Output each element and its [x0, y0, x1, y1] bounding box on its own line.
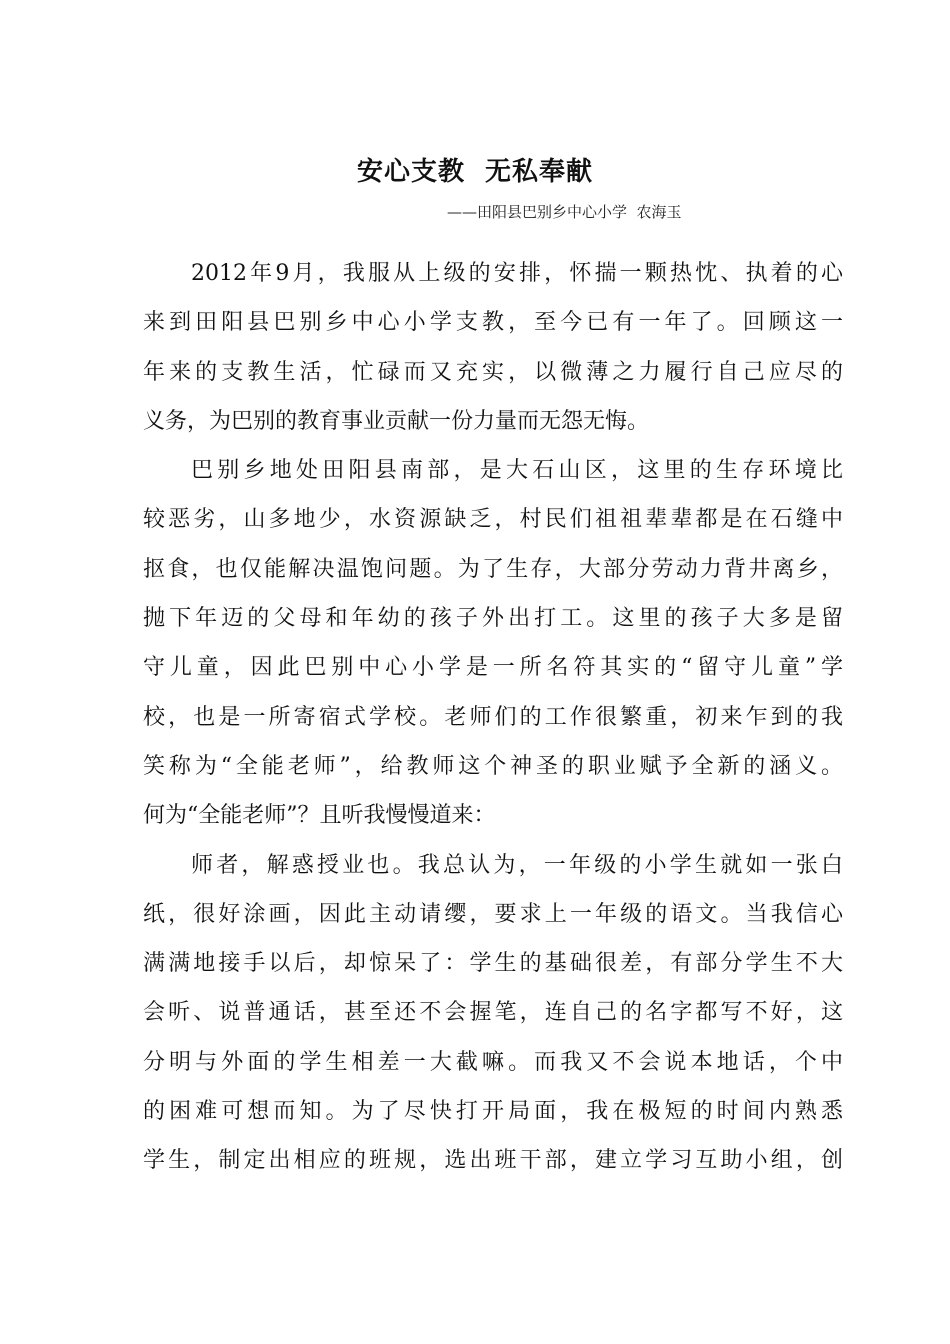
body-line: 师者，解惑授业也。我总认为，一年级的小学生就如一张白 [191, 852, 843, 878]
document-body [143, 249, 843, 1186]
body-line: 2012年9月，我服从上级的安排，怀揣一颗热忱、执着的心 [191, 261, 843, 286]
body-line: 年来的支教生活，忙碌而又充实，以微薄之力履行自己应尽的 [143, 359, 843, 385]
body-line: 的困难可想而知。为了尽快打开局面，我在极短的时间内熟悉 [143, 1099, 843, 1125]
body-line: 校，也是一所寄宿式学校。老师们的工作很繁重，初来乍到的我 [143, 704, 843, 730]
body-line: 会听、说普通话，甚至还不会握笔，连自己的名字都写不好，这 [143, 1000, 843, 1026]
body-line: 笑称为“全能老师”，给教师这个神圣的职业赋予全新的涵义。 [143, 753, 843, 779]
body-line: 分明与外面的学生相差一大截嘛。而我又不会说本地话，个中 [143, 1049, 843, 1075]
body-line: 抛下年迈的父母和年幼的孩子外出打工。这里的孩子大多是留 [143, 606, 843, 632]
body-line: 抠食，也仅能解决温饱问题。为了生存，大部分劳动力背井离乡， [143, 556, 843, 582]
body-line: 满满地接手以后，却惊呆了：学生的基础很差，有部分学生不大 [143, 951, 843, 977]
document-title: 安心支教 无私奉献 [356, 157, 594, 187]
body-line: 义务，为巴别的教育事业贡献一份力量而无怨无悔。 [143, 408, 650, 434]
body-line: 巴别乡地处田阳县南部，是大石山区，这里的生存环境比 [191, 458, 843, 484]
author-line: ——田阳县巴别乡中心小学 农海玉 [447, 203, 682, 221]
body-line: 守儿童，因此巴别中心小学是一所名符其实的“留守儿童”学 [143, 655, 843, 681]
body-line: 纸，很好涂画，因此主动请缨，要求上一年级的语文。当我信心 [143, 901, 843, 927]
body-line: 来到田阳县巴别乡中心小学支教，至今已有一年了。回顾这一 [143, 310, 843, 336]
body-line: 学生，制定出相应的班规，选出班干部，建立学习互助小组，创 [143, 1148, 843, 1174]
body-line: 何为“全能老师”？且听我慢慢道来： [143, 803, 496, 829]
body-line: 较恶劣，山多地少，水资源缺乏，村民们祖祖辈辈都是在石缝中 [143, 507, 843, 533]
